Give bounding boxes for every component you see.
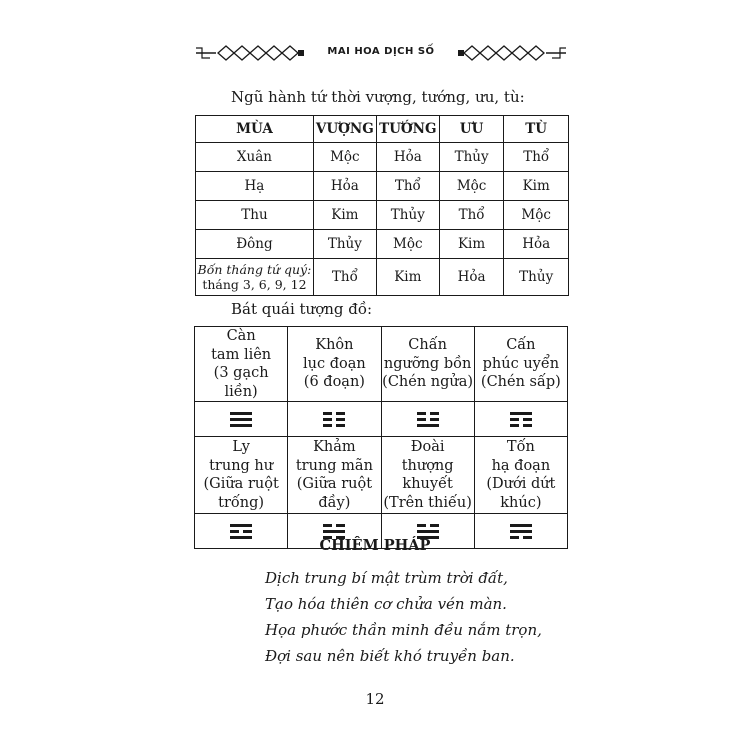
table-cell: Mộc xyxy=(439,172,504,201)
broken-line xyxy=(417,412,439,415)
trigram-text-line: Chấn xyxy=(408,337,447,354)
table-row xyxy=(196,201,569,230)
trigram-text-line: (3 gạch liền) xyxy=(213,365,269,400)
line-segment xyxy=(430,412,439,415)
line-segment xyxy=(510,412,532,415)
table-cell: Kim xyxy=(313,201,376,230)
column-header: MÙA xyxy=(196,116,314,143)
table-cell: Hỏa xyxy=(439,259,504,296)
table1-caption: Ngũ hành tứ thời vượng, tướng, ưu, tù: xyxy=(231,88,525,106)
trigram-text-line: lục đoạn xyxy=(303,355,366,372)
trigram-text-line: ngưỡng bồn xyxy=(383,355,472,372)
column-header: VƯỢNG xyxy=(313,116,376,143)
table-cell: Mộc xyxy=(504,201,569,230)
line-segment xyxy=(430,418,439,421)
line-segment xyxy=(417,524,426,527)
trigram-text-line: Khôn xyxy=(315,337,354,354)
solid-line xyxy=(510,530,532,533)
section-title: CHIÊM PHÁP xyxy=(319,537,431,554)
table-cell: Thổ xyxy=(313,259,376,296)
solid-line xyxy=(230,524,252,527)
trigram-name-cell xyxy=(381,437,474,514)
trigram-text-line: (Chén sấp) xyxy=(480,374,561,391)
trigram-symbol-cell xyxy=(288,402,381,437)
solid-line xyxy=(417,530,439,533)
quarter-months-label: Bốn tháng tứ quý: xyxy=(197,262,312,277)
line-segment xyxy=(430,524,439,527)
poem xyxy=(265,565,542,669)
trigram-text-line: Khảm xyxy=(313,439,356,455)
broken-line xyxy=(323,524,345,527)
trigram-text-line: (Chén ngửa) xyxy=(382,374,474,391)
line-segment xyxy=(323,530,345,533)
line-segment xyxy=(230,424,252,427)
trigram-text-line: thượng xyxy=(401,457,454,474)
trigram-text-line: Càn xyxy=(226,328,256,344)
trigram-text-line: trung hư xyxy=(209,457,274,474)
running-header xyxy=(196,40,566,66)
trigram-text-line: Cấn xyxy=(506,337,536,354)
table-header-row xyxy=(196,116,569,143)
seasons-table xyxy=(195,115,569,296)
trigram-table xyxy=(194,326,568,549)
trigram-text-line: khuyết xyxy=(402,476,453,492)
trigram-icon xyxy=(417,409,439,430)
solid-line xyxy=(510,412,532,415)
broken-line xyxy=(510,424,532,427)
table-row xyxy=(196,259,569,296)
trigram-name-cell xyxy=(195,437,288,514)
trigram-name-cell xyxy=(288,327,381,402)
line-segment xyxy=(510,524,532,527)
header-ornament-right-icon xyxy=(458,44,566,62)
trigram-text-line: tam liên xyxy=(211,346,272,363)
trigram-text-line: đầy) xyxy=(318,494,351,511)
trigram-text-line: Ly xyxy=(232,439,250,455)
table-cell: Xuân xyxy=(196,143,314,172)
line-segment xyxy=(336,424,345,427)
trigram-symbol-row xyxy=(195,402,568,437)
trigram-text-line: (Giữa ruột xyxy=(203,476,279,492)
table-cell: Đông xyxy=(196,230,314,259)
table-row xyxy=(196,172,569,201)
broken-line xyxy=(510,418,532,421)
solid-line xyxy=(510,524,532,527)
trigram-name-cell xyxy=(288,437,381,514)
solid-line xyxy=(230,412,252,415)
table-cell: Kim xyxy=(504,172,569,201)
trigram-text-line: (Trên thiếu) xyxy=(383,494,472,511)
poem-line: Dịch trung bí mật trùm trời đất, xyxy=(265,569,508,587)
line-segment xyxy=(510,530,532,533)
trigram-text-line: hạ đoạn xyxy=(491,457,551,474)
table-cell: Thổ xyxy=(376,172,439,201)
table-cell: Mộc xyxy=(313,143,376,172)
line-segment xyxy=(323,418,332,421)
line-segment xyxy=(510,424,519,427)
quarter-months-list: tháng 3, 6, 9, 12 xyxy=(202,277,307,292)
line-segment xyxy=(417,412,426,415)
column-header: ƯU xyxy=(439,116,504,143)
solid-line xyxy=(230,418,252,421)
table-cell: Thổ xyxy=(439,201,504,230)
trigram-text-line: (Dưới dứt xyxy=(486,476,556,492)
trigram-symbol-cell xyxy=(381,402,474,437)
line-segment xyxy=(230,524,252,527)
trigram-text-line: trung mãn xyxy=(295,457,373,474)
solid-line xyxy=(230,424,252,427)
line-segment xyxy=(336,418,345,421)
poem-line: Đợi sau nên biết khó truyền ban. xyxy=(265,647,515,665)
line-segment xyxy=(523,418,532,421)
broken-line xyxy=(230,530,252,533)
table-cell: Hạ xyxy=(196,172,314,201)
header-ornament-left-icon xyxy=(196,44,304,62)
line-segment xyxy=(230,412,252,415)
trigram-text-line: Tốn xyxy=(506,439,535,455)
table-cell: Thổ xyxy=(504,143,569,172)
table2-caption: Bát quái tượng đồ: xyxy=(231,300,373,318)
table-cell: Hỏa xyxy=(313,172,376,201)
line-segment xyxy=(230,418,252,421)
trigram-icon xyxy=(510,409,532,430)
table-cell: Thủy xyxy=(504,259,569,296)
trigram-text-line: khúc) xyxy=(500,494,542,511)
page-number: 12 xyxy=(365,690,385,708)
trigram-name-row xyxy=(195,327,568,402)
table-cell: Thủy xyxy=(439,143,504,172)
table-cell: Kim xyxy=(376,259,439,296)
trigram-symbol-cell xyxy=(195,402,288,437)
line-segment xyxy=(336,412,345,415)
trigram-icon xyxy=(323,409,345,430)
trigram-name-row xyxy=(195,437,568,514)
line-segment xyxy=(417,418,426,421)
trigram-symbol-cell xyxy=(474,402,567,437)
solid-line xyxy=(323,530,345,533)
broken-line xyxy=(417,524,439,527)
table-row xyxy=(196,143,569,172)
trigram-name-cell xyxy=(381,327,474,402)
line-segment xyxy=(323,412,332,415)
column-header: TÙ xyxy=(504,116,569,143)
broken-line xyxy=(323,418,345,421)
table-cell: Thu xyxy=(196,201,314,230)
broken-line xyxy=(417,418,439,421)
line-segment xyxy=(323,424,332,427)
table-cell: Hỏa xyxy=(504,230,569,259)
poem-line: Họa phước thần minh đều nắm trọn, xyxy=(265,621,542,639)
line-segment xyxy=(523,424,532,427)
table-cell: Kim xyxy=(439,230,504,259)
trigram-name-cell xyxy=(474,437,567,514)
solid-line xyxy=(417,424,439,427)
line-segment xyxy=(336,524,345,527)
trigram-text-line: phúc uyển xyxy=(482,355,560,372)
running-header-title: MAI HOA DỊCH SỐ xyxy=(327,46,435,57)
table-cell: Thủy xyxy=(313,230,376,259)
poem-line: Tạo hóa thiên cơ chửa vén màn. xyxy=(265,595,507,613)
line-segment xyxy=(323,524,332,527)
broken-line xyxy=(323,412,345,415)
broken-line xyxy=(323,424,345,427)
trigram-text-line: (6 đoạn) xyxy=(303,374,365,391)
line-segment xyxy=(417,530,439,533)
line-segment xyxy=(417,424,439,427)
table-cell: Thủy xyxy=(376,201,439,230)
trigram-name-cell xyxy=(195,327,288,402)
column-header: TƯỚNG xyxy=(376,116,439,143)
table-cell: Mộc xyxy=(376,230,439,259)
line-segment xyxy=(230,530,239,533)
table-cell-quarter-months xyxy=(196,259,314,296)
table-row xyxy=(196,230,569,259)
trigram-text-line: trống) xyxy=(218,494,265,511)
trigram-icon xyxy=(230,409,252,430)
trigram-name-cell xyxy=(474,327,567,402)
trigram-text-line: Đoài xyxy=(410,439,445,455)
trigram-text-line: (Giữa ruột xyxy=(296,476,373,492)
line-segment xyxy=(510,418,519,421)
line-segment xyxy=(243,530,252,533)
table-cell: Hỏa xyxy=(376,143,439,172)
